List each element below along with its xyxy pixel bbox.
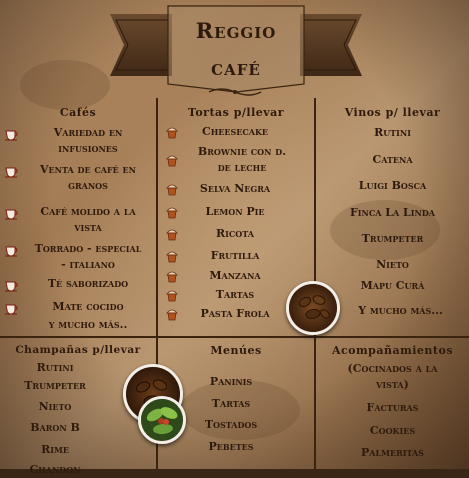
list-item: Torrado - especial bbox=[34, 242, 142, 255]
paper-stain bbox=[20, 60, 110, 110]
section-header-acompanamientos: Acompañamientos bbox=[331, 344, 454, 357]
list-item: Venta de café en bbox=[40, 163, 136, 176]
coffee-cup-icon bbox=[5, 206, 19, 220]
title-line-1: Reggio bbox=[195, 18, 277, 43]
list-item: Pasta Frola bbox=[200, 307, 270, 320]
list-item: Manzana bbox=[209, 269, 261, 282]
list-item: Y mucho más... bbox=[358, 304, 443, 317]
list-item: vista bbox=[74, 221, 102, 234]
list-item: Rutini bbox=[36, 361, 74, 374]
list-item: Variedad en bbox=[53, 126, 123, 139]
section-header-champanas: Champañas p/llevar bbox=[15, 344, 141, 356]
list-item: Tartas bbox=[215, 288, 255, 301]
list-item: Nieto bbox=[376, 258, 409, 271]
list-item: Finca La Linda bbox=[350, 206, 435, 219]
section-subheader: (Cocinados a la bbox=[347, 362, 438, 375]
section-header-vinos: Vinos p/ llevar bbox=[344, 106, 441, 119]
list-item: Tostados bbox=[204, 418, 258, 431]
list-item: Trumpeter bbox=[361, 232, 424, 245]
coffee-cup-icon bbox=[5, 278, 19, 292]
list-item: granos bbox=[68, 179, 108, 192]
list-item: Rutini bbox=[374, 126, 411, 139]
coffee-cup-icon bbox=[5, 301, 19, 315]
list-item: Pebetes bbox=[208, 440, 254, 453]
list-item: Chandon bbox=[29, 463, 81, 476]
section-header-cafes: Cafés bbox=[59, 106, 97, 119]
title-line-2: café bbox=[211, 55, 261, 80]
coffee-cup-icon bbox=[5, 127, 19, 141]
list-item: Nieto bbox=[38, 400, 72, 413]
divider-horizontal bbox=[0, 336, 469, 338]
list-item: Cheesecake bbox=[201, 125, 268, 138]
list-item: Lemon Pie bbox=[205, 205, 265, 218]
list-item: Paninis bbox=[209, 375, 253, 388]
section-subheader: vista) bbox=[376, 378, 409, 391]
list-item: Café molido a la bbox=[40, 205, 136, 218]
list-item: Cookies bbox=[369, 424, 416, 437]
list-item: Tartas bbox=[211, 397, 251, 410]
ornament-flourish bbox=[207, 86, 263, 98]
list-item: Mapu Curá bbox=[360, 279, 425, 292]
list-item: Baron B bbox=[30, 421, 80, 434]
list-item: Catena bbox=[372, 153, 413, 166]
list-item: Ricota bbox=[216, 227, 254, 240]
list-item: de leche bbox=[217, 161, 267, 174]
list-item: Rime bbox=[41, 443, 69, 456]
coffee-cup-icon bbox=[5, 243, 19, 257]
list-item: infusiones bbox=[58, 142, 118, 155]
list-item: Trumpeter bbox=[24, 379, 86, 392]
list-item: Facturas bbox=[366, 401, 419, 414]
list-item: Palmeritas bbox=[361, 446, 424, 459]
list-item: Luigi Bosca bbox=[358, 179, 427, 192]
list-item: y mucho más.. bbox=[48, 318, 128, 331]
list-item: Mate cocido bbox=[52, 300, 124, 313]
list-item: Té saborizado bbox=[47, 277, 129, 290]
section-header-menues: Menúes bbox=[210, 344, 262, 357]
section-header-tortas: Tortas p/llevar bbox=[187, 106, 285, 119]
list-item: Selva Negra bbox=[199, 182, 271, 195]
list-item: - italiano bbox=[61, 258, 115, 271]
coffee-cup-icon bbox=[5, 164, 19, 178]
list-item: Frutilla bbox=[210, 249, 260, 262]
list-item: Brownie con d. bbox=[197, 145, 287, 158]
